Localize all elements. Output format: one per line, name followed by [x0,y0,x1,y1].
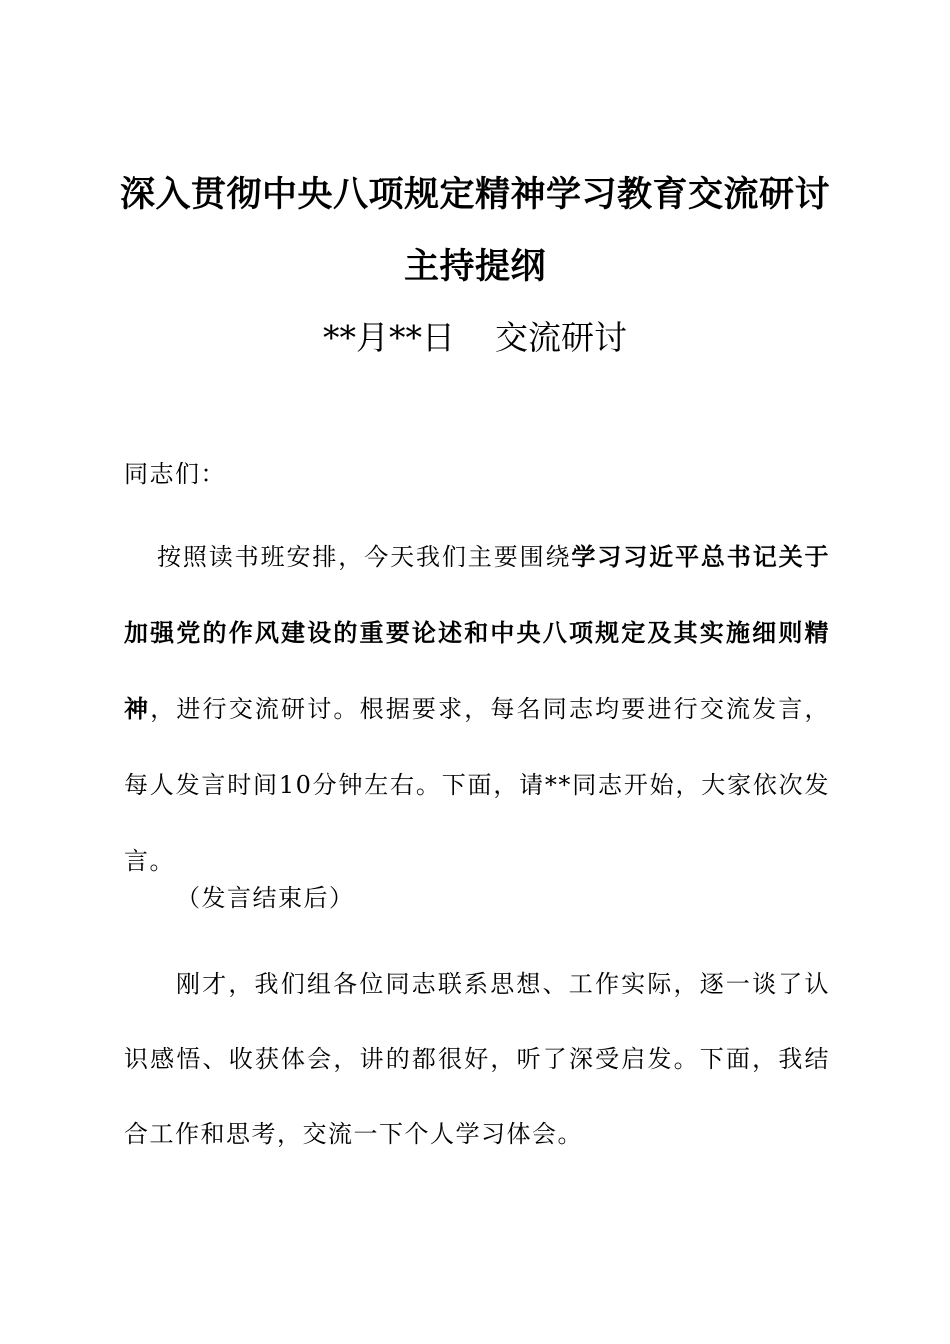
stage-note: （发言结束后） [176,884,355,912]
document-subtitle [0,318,950,357]
paragraph-2: 刚才，我们组各位同志联系思想、工作实际，逐一谈了认识感悟、收获体会，讲的都很好，听了深受启发。下面，我结合工作和思考，交流一下个人学习体会。 [124,970,830,1148]
subtitle-date: **月**日 [323,318,455,357]
paragraph-1 [124,519,830,899]
document-title-line1: 深入贯彻中央八项规定精神学习教育交流研讨 [119,175,830,215]
document-title-line2: 主持提纲 [403,247,546,287]
paragraph-1-topic: 学习习近平总书记关于加强党的作风建设的重要论述和中央八项规定及其实施细则精神 [124,542,831,723]
greeting: 同志们： [124,460,226,488]
paragraph-1-intro: 按照读书班安排，今天我们主要围绕 [157,543,572,571]
subtitle-event: 交流研讨 [495,318,627,357]
paragraph-1-rest: ，进行交流研讨。根据要求，每名同志均要进行交流发言，每人发言时间10分钟左右。下面，请**同志开始，大家依次发言。 [124,695,831,875]
